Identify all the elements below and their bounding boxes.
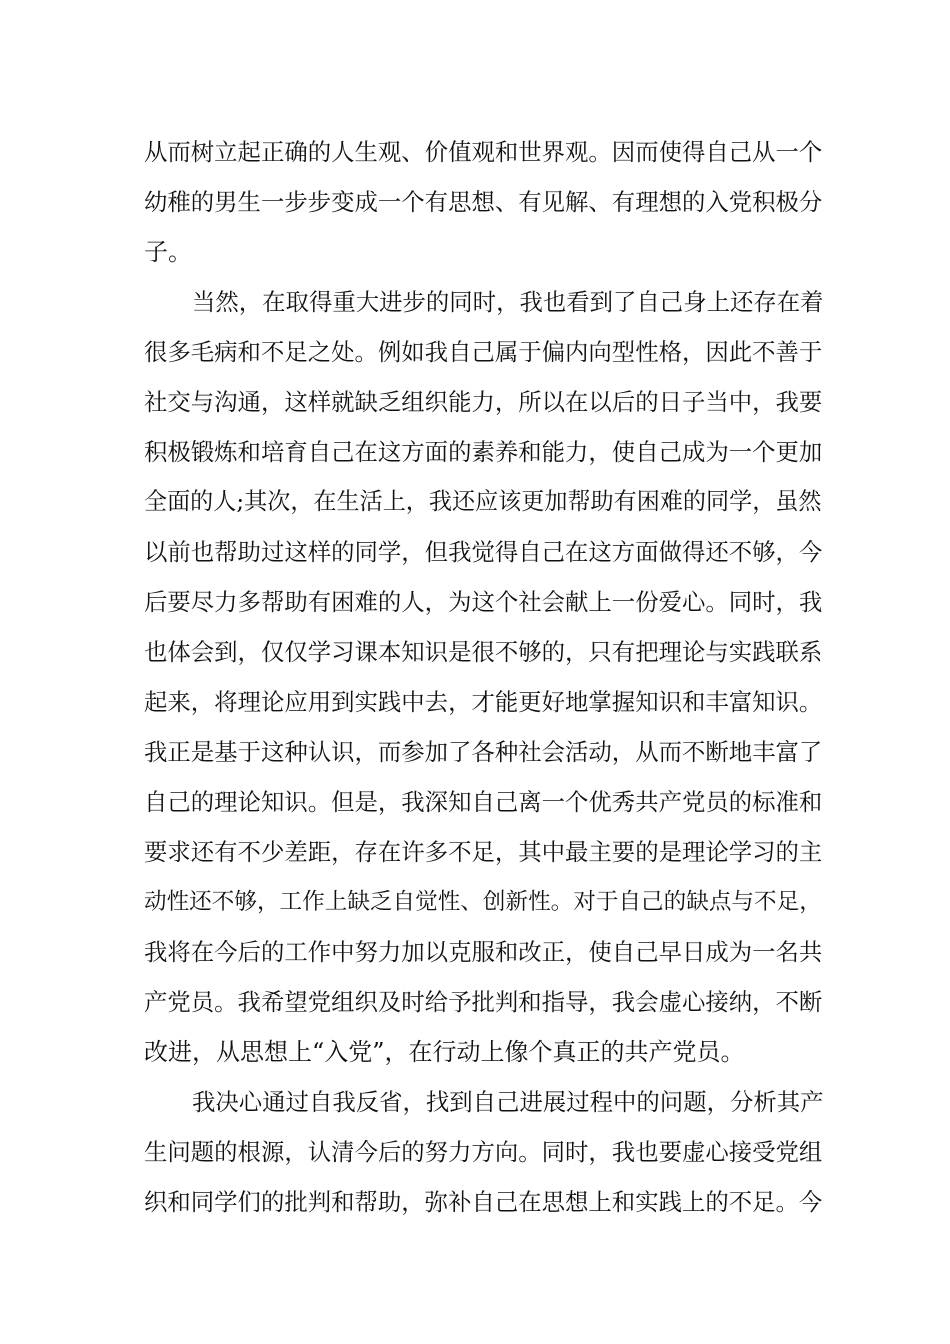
text-line: 起来，将理论应用到实践中去，才能更好地掌握知识和丰富知识。 <box>144 688 823 716</box>
text-line: 我将在今后的工作中努力加以克服和改正，使自己早日成为一名共 <box>144 938 823 966</box>
text-line: 幼稚的男生一步步变成一个有思想、有见解、有理想的入党积极分 <box>144 188 823 216</box>
text-line: 以前也帮助过这样的同学，但我觉得自己在这方面做得还不够，今 <box>144 538 823 566</box>
text-line: 要求还有不少差距，存在许多不足，其中最主要的是理论学习的主 <box>144 838 823 866</box>
text-line: 全面的人;其次，在生活上，我还应该更加帮助有困难的同学，虽然 <box>144 489 822 515</box>
paragraph-start-line: 当然，在取得重大进步的同时，我也看到了自己身上还存在着 <box>192 288 824 316</box>
text-line: 社交与沟通，这样就缺乏组织能力，所以在以后的日子当中，我要 <box>144 388 823 416</box>
text-line: 自己的理论知识。但是，我深知自己离一个优秀共产党员的标准和 <box>144 788 823 816</box>
text-line: 织和同学们的批判和帮助，弥补自己在思想上和实践上的不足。今 <box>144 1188 823 1216</box>
text-line: 产党员。我希望党组织及时给予批判和指导，我会虚心接纳，不断 <box>144 988 823 1016</box>
text-line: 也体会到，仅仅学习课本知识是很不够的，只有把理论与实践联系 <box>144 638 823 666</box>
text-line: 从而树立起正确的人生观、价值观和世界观。因而使得自己从一个 <box>144 138 823 166</box>
text-line: 生问题的根源，认清今后的努力方向。同时，我也要虚心接受党组 <box>144 1138 823 1166</box>
text-line: 子。 <box>144 238 192 266</box>
text-line: 动性还不够，工作上缺乏自觉性、创新性。对于自己的缺点与不足， <box>144 889 822 915</box>
text-line: 很多毛病和不足之处。例如我自己属于偏内向型性格，因此不善于 <box>144 338 823 366</box>
paragraph-start-line: 我决心通过自我反省，找到自己进展过程中的问题，分析其产 <box>192 1088 824 1116</box>
text-line: 改进，从思想上“入党”，在行动上像个真正的共产党员。 <box>144 1038 745 1066</box>
text-line: 后要尽力多帮助有困难的人，为这个社会献上一份爱心。同时，我 <box>144 588 823 616</box>
text-line: 我正是基于这种认识，而参加了各种社会活动，从而不断地丰富了 <box>144 738 823 766</box>
text-line: 积极锻炼和培育自己在这方面的素养和能力，使自己成为一个更加 <box>144 438 823 466</box>
document-body <box>144 127 824 1227</box>
